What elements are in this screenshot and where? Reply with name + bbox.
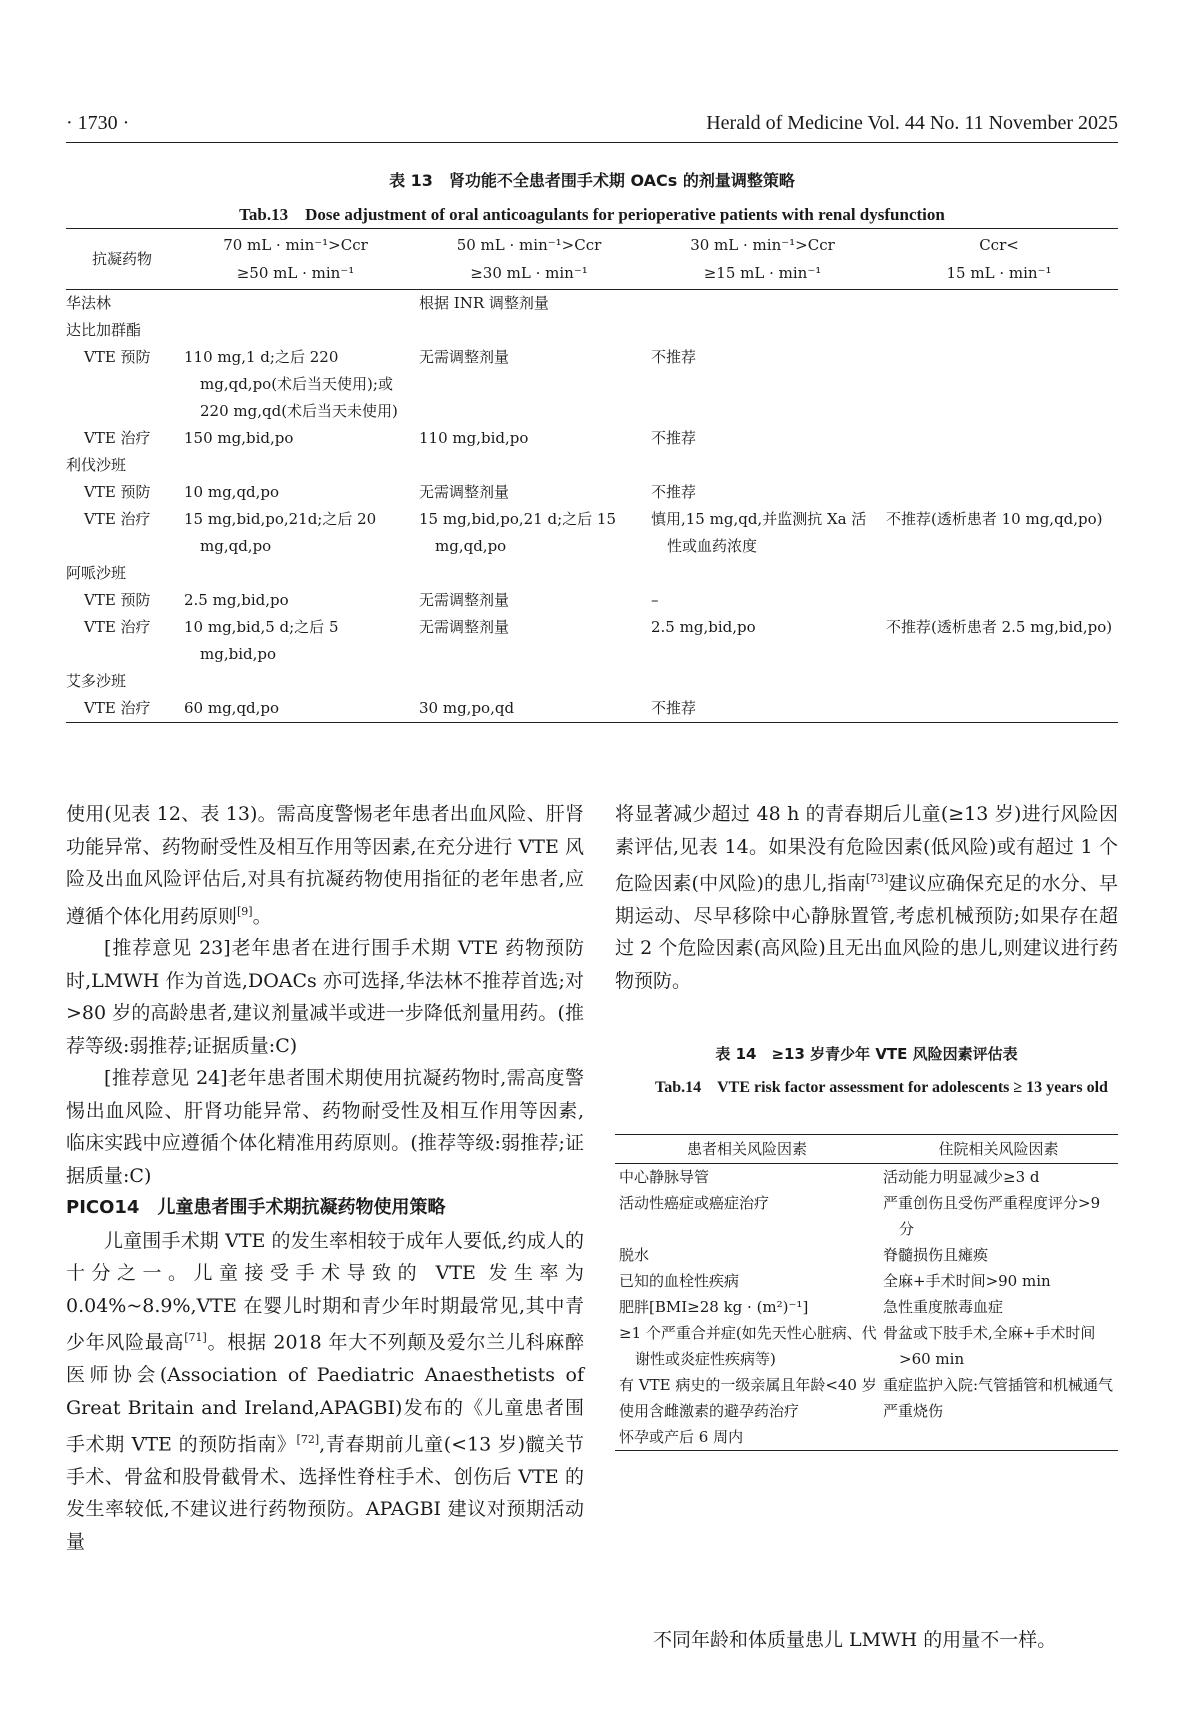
- dose-cell: –: [651, 591, 659, 609]
- dose-cell: [413, 317, 645, 344]
- dose-cell: [413, 452, 645, 479]
- citation-ref[interactable]: [9]: [237, 904, 253, 918]
- recommendation-23: [推荐意见 23]老年患者在进行围手术期 VTE 药物预防时,LMWH 作为首选,DOACs 亦可选择,华法林不推荐首选;对>80 岁的高龄患者,建议剂量减半或进一步降低剂量用药。(推荐等级:弱推荐;证据质量:C): [66, 937, 584, 1057]
- dose-cell: 30 mg,po,qd: [413, 695, 645, 723]
- table-row: [615, 1242, 1118, 1268]
- table-header-row: [66, 229, 1118, 290]
- recommendation-24: [推荐意见 24]老年患者围术期使用抗凝药物时,需高度警惕出血风险、肝肾功能异常、药物耐受性及相互作用等因素,临床实践中应遵循个体化精准用药原则。(推荐等级:弱推荐;证据质量:C): [66, 1067, 584, 1187]
- dose-cell: [178, 290, 413, 318]
- risk-factor-cell: 怀孕或产后 6 周内: [615, 1424, 879, 1451]
- table-row: [615, 1372, 1118, 1398]
- dose-cell: 不推荐(透析患者 2.5 mg,bid,po): [886, 618, 1113, 636]
- dose-cell: 110 mg,1 d;之后 220 mg,qd,po(术后当天使用);或 220 mg,qd(术后当天未使用): [184, 348, 398, 420]
- dose-cell: 根据 INR 调整剂量: [419, 294, 549, 312]
- dose-cell: 不推荐: [651, 429, 697, 447]
- column-header: 70 mL · min⁻¹>Ccr ≥50 mL · min⁻¹: [178, 229, 413, 290]
- table-row: [66, 668, 1118, 695]
- dose-cell: [645, 668, 880, 695]
- dose-cell: [880, 587, 1118, 614]
- dose-cell: [645, 560, 880, 587]
- risk-factor-cell: 严重烧伤: [883, 1402, 944, 1420]
- risk-factor-cell: 脊髓损伤且瘫痪: [883, 1246, 989, 1264]
- dose-cell: [880, 344, 1118, 425]
- table-row: [615, 1424, 1118, 1451]
- indication: VTE 预防: [84, 483, 151, 501]
- paragraph: 使用(见表 12、表 13)。需高度警惕老年患者出血风险、肝肾功能异常、药物耐受性及相互作用等因素,在充分进行 VTE 风险及出血风险评估后,对具有抗凝药物使用指征的老年患者,应遵循个体化用药原则[9]。: [66, 803, 584, 927]
- dose-cell: 110 mg,bid,po: [419, 429, 529, 447]
- drug-name: 华法林: [66, 294, 112, 312]
- dose-cell: 10 mg,bid,5 d;之后 5 mg,bid,po: [184, 618, 339, 663]
- table-row: [66, 317, 1118, 344]
- table-row: [66, 587, 1118, 614]
- dose-cell: [178, 452, 413, 479]
- dose-cell: 无需调整剂量: [419, 348, 510, 366]
- table-row: [66, 344, 1118, 425]
- table-row: [66, 425, 1118, 452]
- table-row: [66, 290, 1118, 318]
- drug-name: 利伐沙班: [66, 456, 127, 474]
- table-row: [66, 695, 1118, 723]
- paragraph: 将显著减少超过 48 h 的青春期后儿童(≥13 岁)进行风险因素评估,见表 14。如果没有危险因素(低风险)或有超过 1 个危险因素(中风险)的患儿,指南[73]建议应确保充足的水分、早期运动、尽早移除中心静脉置管,考虑机械预防;如果存在超过 2 个危险因素(高风险)且无出血风险的患儿,则建议进行药物预防。: [615, 803, 1118, 992]
- table-header-row: [615, 1135, 1118, 1164]
- dose-cell: [880, 479, 1118, 506]
- risk-factor-cell: 脱水: [619, 1246, 650, 1264]
- risk-factor-cell: 活动性癌症或癌症治疗: [619, 1194, 770, 1212]
- table-row: [66, 614, 1118, 668]
- risk-factor-cell: 活动能力明显减少≥3 d: [883, 1168, 1040, 1186]
- paragraph: 儿童围手术期 VTE 的发生率相较于成年人要低,约成人的十分之一。儿童接受手术导致的 VTE 发生率为 0.04%~8.9%,VTE 在婴儿时期和青少年时期最常见,其中青少年风险最高[71]。根据 2018 年大不列颠及爱尔兰儿科麻醉医师协会(Association of Paediatric Anaesthetists of Great Britain and Ireland,APAGBI)发布的《儿童患者围手术期 VTE 的预防指南》[72],青春期前儿童(<13 岁)髋关节手术、骨盆和股骨截骨术、选择性脊柱手术、创伤后 VTE 的发生率较低,不建议进行药物预防。APAGBI 建议对预期活动量: [66, 1229, 584, 1553]
- dose-cell: [880, 425, 1118, 452]
- dose-cell: [413, 560, 645, 587]
- dose-cell: 不推荐(透析患者 10 mg,qd,po): [886, 510, 1103, 528]
- table14-caption-zh: 表 14 ≥13 岁青少年 VTE 风险因素评估表: [715, 1045, 1018, 1063]
- citation-ref[interactable]: [73]: [865, 872, 889, 885]
- table-row: [66, 479, 1118, 506]
- risk-factor-cell: 已知的血栓性疾病: [619, 1272, 740, 1290]
- dose-cell: 2.5 mg,bid,po: [651, 618, 756, 636]
- journal-page: [66, 0, 1118, 1713]
- dose-cell: [645, 317, 880, 344]
- dose-cell: 不推荐: [651, 483, 697, 501]
- table-row: [615, 1190, 1118, 1242]
- dose-cell: 10 mg,qd,po: [184, 483, 280, 501]
- dose-cell: 慎用,15 mg,qd,并监测抗 Xa 活性或血药浓度: [651, 510, 867, 555]
- dose-cell: [645, 452, 880, 479]
- dose-cell: 15 mg,bid,po,21d;之后 20 mg,qd,po: [184, 510, 377, 555]
- indication: VTE 治疗: [66, 695, 178, 723]
- paragraph: 不同年龄和体质量患儿 LMWH 的用量不一样。: [653, 1629, 1057, 1651]
- dose-cell: 无需调整剂量: [419, 591, 510, 609]
- risk-factor-cell: 重症监护入院:气管插管和机械通气: [883, 1376, 1114, 1394]
- drug-name: 艾多沙班: [66, 672, 127, 690]
- dose-cell: [178, 668, 413, 695]
- table-row: [66, 452, 1118, 479]
- table13-caption-en: Tab.13 Dose adjustment of oral anticoagulants for perioperative patients with renal dysfunction: [239, 205, 945, 224]
- dose-cell: 无需调整剂量: [419, 618, 510, 636]
- indication: VTE 治疗: [84, 510, 151, 528]
- risk-factor-cell: [879, 1424, 1118, 1451]
- indication: VTE 治疗: [84, 429, 151, 447]
- dose-adjustment-table: [66, 228, 1118, 723]
- column-header: 抗凝药物: [66, 229, 178, 290]
- table-row: [66, 506, 1118, 560]
- table14-caption-en: Tab.14 VTE risk factor assessment for adolescents ≥ 13 years old: [655, 1079, 1108, 1096]
- dose-cell: [880, 290, 1118, 318]
- risk-factor-cell: 肥胖[BMI≥28 kg · (m²)⁻¹]: [619, 1298, 809, 1316]
- risk-factor-cell: 全麻+手术时间>90 min: [883, 1272, 1051, 1290]
- dose-cell: [645, 290, 880, 318]
- dose-cell: [880, 452, 1118, 479]
- dose-cell: 不推荐: [651, 348, 697, 366]
- table-row: [615, 1320, 1118, 1372]
- indication: VTE 预防: [84, 348, 151, 366]
- dose-cell: [880, 695, 1118, 723]
- risk-factor-cell: ≥1 个严重合并症(如先天性心脏病、代谢性或炎症性疾病等): [619, 1324, 877, 1368]
- dose-cell: [880, 560, 1118, 587]
- drug-name: 达比加群酯: [66, 321, 142, 339]
- indication: VTE 治疗: [84, 618, 151, 636]
- drug-name: 阿哌沙班: [66, 564, 127, 582]
- indication: VTE 预防: [84, 591, 151, 609]
- right-column: [615, 798, 1118, 997]
- dose-cell: 150 mg,bid,po: [184, 429, 294, 447]
- dose-cell: [178, 560, 413, 587]
- risk-factor-cell: 严重创伤且受伤严重程度评分>9 分: [883, 1194, 1101, 1238]
- risk-factor-cell: 中心静脉导管: [619, 1168, 710, 1186]
- risk-factor-table: [615, 1134, 1118, 1451]
- dose-cell: [880, 317, 1118, 344]
- section-heading: PICO14 儿童患者围手术期抗凝药物使用策略: [66, 1197, 446, 1219]
- left-column: [66, 798, 584, 1558]
- dose-cell: 无需调整剂量: [419, 483, 510, 501]
- table-row: [615, 1268, 1118, 1294]
- dose-cell: 不推荐: [645, 695, 880, 723]
- citation-ref[interactable]: [72]: [296, 1433, 320, 1447]
- citation-ref[interactable]: [71]: [184, 1331, 207, 1345]
- risk-factor-cell: 急性重度脓毒血症: [883, 1298, 1004, 1316]
- dose-cell: [413, 668, 645, 695]
- dose-cell: [178, 317, 413, 344]
- column-header: Ccr< 15 mL · min⁻¹: [880, 229, 1118, 290]
- risk-factor-cell: 有 VTE 病史的一级亲属且年龄<40 岁: [619, 1376, 877, 1394]
- column-header: 50 mL · min⁻¹>Ccr ≥30 mL · min⁻¹: [413, 229, 645, 290]
- table13-caption-zh: 表 13 肾功能不全患者围手术期 OACs 的剂量调整策略: [389, 171, 795, 190]
- dose-cell: [880, 668, 1118, 695]
- table-row: [615, 1164, 1118, 1191]
- risk-factor-cell: 使用含雌激素的避孕药治疗: [619, 1402, 800, 1420]
- risk-factor-cell: 骨盆或下肢手术,全麻+手术时间>60 min: [883, 1324, 1096, 1368]
- page-number: · 1730 ·: [66, 112, 130, 134]
- column-header: 30 mL · min⁻¹>Ccr ≥15 mL · min⁻¹: [645, 229, 880, 290]
- dose-cell: 2.5 mg,bid,po: [184, 591, 289, 609]
- column-header: 患者相关风险因素: [615, 1135, 879, 1164]
- dose-cell: 15 mg,bid,po,21 d;之后 15 mg,qd,po: [419, 510, 616, 555]
- table-row: [615, 1294, 1118, 1320]
- table-row: [615, 1398, 1118, 1424]
- column-header: 住院相关风险因素: [879, 1135, 1118, 1164]
- running-header: [66, 108, 1118, 143]
- journal-citation: Herald of Medicine Vol. 44 No. 11 November 2025: [706, 112, 1118, 134]
- table-row: [66, 560, 1118, 587]
- dose-cell: 60 mg,qd,po: [178, 695, 413, 723]
